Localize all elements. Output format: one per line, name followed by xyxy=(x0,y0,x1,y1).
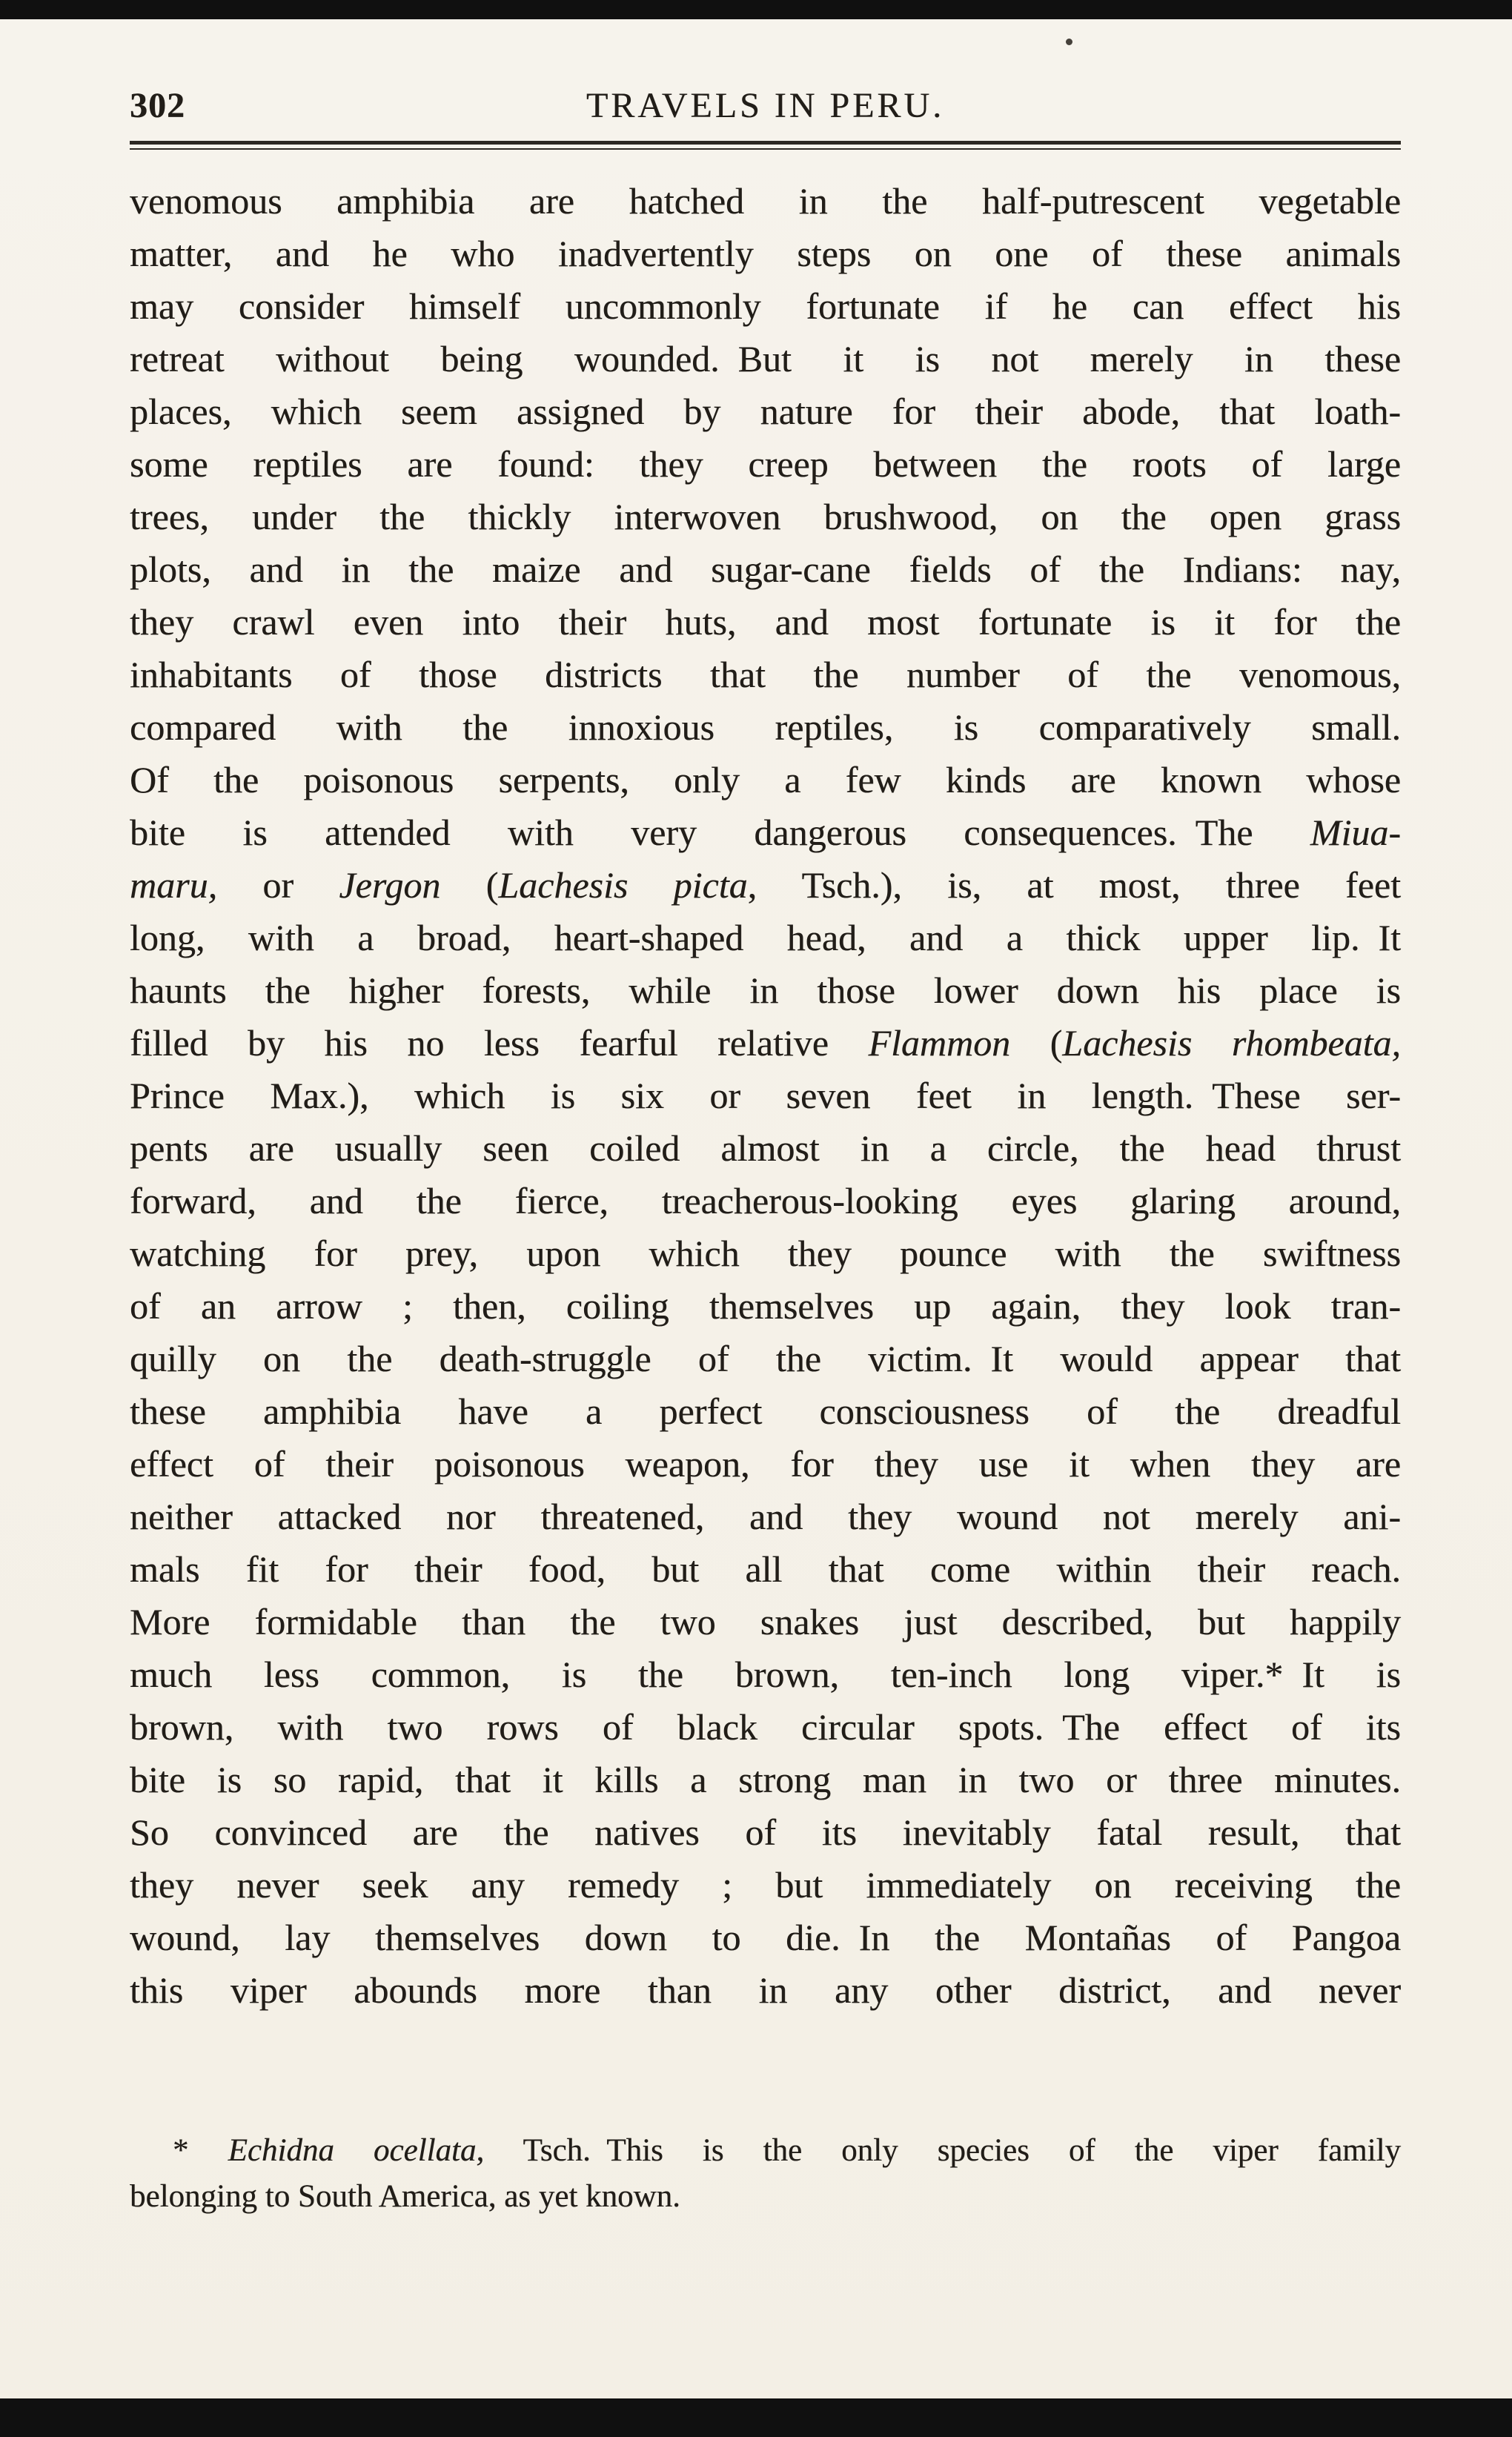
text-segment: watching for prey, upon which they pounce with the swiftness xyxy=(130,1233,1401,1275)
text-segment: long, with a broad, heart-shaped head, and a thick upper lip. It xyxy=(130,917,1401,959)
text-segment: venomous amphibia are hatched in the half-putrescent vegetable xyxy=(130,180,1401,222)
text-segment: much less common, is the brown, ten-inch long viper.* It is xyxy=(130,1654,1401,1696)
text-line xyxy=(130,1438,1401,1491)
scan-edge-bottom xyxy=(0,2398,1512,2437)
italic-text-segment: Miua- xyxy=(1310,812,1401,854)
italic-text-segment: Jergon xyxy=(339,864,441,906)
text-segment: So convinced are the natives of its inevitably fatal result, that xyxy=(130,1811,1401,1854)
italic-text-segment: Flammon xyxy=(868,1022,1011,1064)
text-segment: this viper abounds more than in any other district, and never xyxy=(130,1969,1401,2012)
text-line xyxy=(130,806,1401,859)
text-line xyxy=(130,1280,1401,1333)
text-segment: , Tsch.), is, at most, three feet xyxy=(747,864,1401,906)
text-line xyxy=(130,1017,1401,1070)
text-segment: ( xyxy=(440,864,499,906)
text-line xyxy=(130,1806,1401,1859)
text-line xyxy=(130,1122,1401,1175)
text-line xyxy=(130,2128,1401,2174)
text-line xyxy=(130,491,1401,543)
text-segment: wound, lay themselves down to die. In the Montañas of Pangoa xyxy=(130,1917,1401,1959)
text-line xyxy=(130,2174,1401,2220)
text-segment: forward, and the fierce, treacherous-looking eyes glaring around, xyxy=(130,1180,1401,1222)
page-header xyxy=(130,87,1401,125)
text-line xyxy=(130,596,1401,649)
text-line xyxy=(130,543,1401,596)
text-line xyxy=(130,964,1401,1017)
text-segment: they never seek any remedy ; but immediately on receiving the xyxy=(130,1864,1401,1906)
text-segment: haunts the higher forests, while in those lower down his place is xyxy=(130,969,1401,1012)
text-line xyxy=(130,280,1401,333)
text-segment: Prince Max.), which is six or seven feet in length. These ser- xyxy=(130,1075,1401,1117)
text-segment: * xyxy=(173,2133,228,2169)
text-line xyxy=(130,1701,1401,1754)
header-rule xyxy=(130,141,1401,150)
text-line xyxy=(130,754,1401,806)
text-line xyxy=(130,1385,1401,1438)
text-line xyxy=(130,1648,1401,1701)
text-segment: neither attacked nor threatened, and they wound not merely ani- xyxy=(130,1496,1401,1538)
text-line xyxy=(130,1175,1401,1227)
text-line xyxy=(130,1227,1401,1280)
text-segment: pents are usually seen coiled almost in a circle, the head thrust xyxy=(130,1127,1401,1170)
text-segment: matter, and he who inadvertently steps on one of these animals xyxy=(130,233,1401,275)
text-segment: inhabitants of those districts that the number of the venomous, xyxy=(130,654,1401,696)
page-number: 302 xyxy=(130,86,185,125)
text-segment: bite is so rapid, that it kills a strong man in two or three minutes. xyxy=(130,1759,1401,1801)
text-segment: these amphibia have a perfect consciousness of the dreadful xyxy=(130,1390,1401,1433)
text-segment: may consider himself uncommonly fortunate if he can effect his xyxy=(130,285,1401,328)
italic-text-segment: maru, xyxy=(130,864,218,906)
text-segment: effect of their poisonous weapon, for they use it when they are xyxy=(130,1443,1401,1485)
italic-text-segment: Lachesis picta xyxy=(498,864,748,906)
text-line xyxy=(130,1596,1401,1648)
text-segment: trees, under the thickly interwoven brushwood, on the open grass xyxy=(130,496,1401,538)
text-line xyxy=(130,701,1401,754)
text-segment: bite is attended with very dangerous consequences. The xyxy=(130,812,1310,854)
text-segment: some reptiles are found: they creep between the roots of large xyxy=(130,443,1401,485)
text-segment: plots, and in the maize and sugar-cane fields of the Indians: nay, xyxy=(130,548,1401,591)
text-segment: retreat without being wounded. But it is not merely in these xyxy=(130,338,1401,380)
text-segment: quilly on the death-struggle of the victim. It would appear that xyxy=(130,1338,1401,1380)
text-line xyxy=(130,175,1401,228)
text-segment: or xyxy=(217,864,339,906)
text-line xyxy=(130,1859,1401,1912)
text-line xyxy=(130,1543,1401,1596)
body-text xyxy=(130,175,1401,2017)
text-line xyxy=(130,438,1401,491)
text-line xyxy=(130,912,1401,964)
text-line xyxy=(130,333,1401,385)
text-segment: Tsch. This is the only species of the viper family xyxy=(484,2133,1401,2169)
text-line xyxy=(130,228,1401,280)
text-line xyxy=(130,1070,1401,1122)
text-line xyxy=(130,1491,1401,1543)
italic-text-segment: Lachesis rhombeata, xyxy=(1062,1022,1402,1064)
text-segment: belonging to South America, as yet known. xyxy=(130,2179,680,2215)
text-segment: brown, with two rows of black circular spots. The effect of its xyxy=(130,1706,1401,1748)
text-line xyxy=(130,1964,1401,2017)
text-line xyxy=(130,1912,1401,1964)
text-segment: ( xyxy=(1010,1022,1063,1064)
text-line xyxy=(130,1754,1401,1806)
text-line xyxy=(130,385,1401,438)
text-segment: places, which seem assigned by nature for their abode, that loath- xyxy=(130,391,1401,433)
running-title: TRAVELS IN PERU. xyxy=(586,86,945,125)
text-segment: of an arrow ; then, coiling themselves up again, they look tran- xyxy=(130,1285,1401,1327)
text-line xyxy=(130,649,1401,701)
text-segment: compared with the innoxious reptiles, is comparatively small. xyxy=(130,706,1401,749)
text-line xyxy=(130,1333,1401,1385)
text-segment: filled by his no less fearful relative xyxy=(130,1022,869,1064)
text-segment: More formidable than the two snakes just described, but happily xyxy=(130,1601,1401,1643)
text-line xyxy=(130,859,1401,912)
text-segment: Of the poisonous serpents, only a few kinds are known whose xyxy=(130,759,1401,801)
footnote xyxy=(130,2128,1401,2220)
italic-text-segment: Echidna ocellata, xyxy=(228,2133,485,2169)
text-segment: they crawl even into their huts, and most fortunate is it for the xyxy=(130,601,1401,643)
text-segment: mals fit for their food, but all that come within their reach. xyxy=(130,1548,1401,1591)
